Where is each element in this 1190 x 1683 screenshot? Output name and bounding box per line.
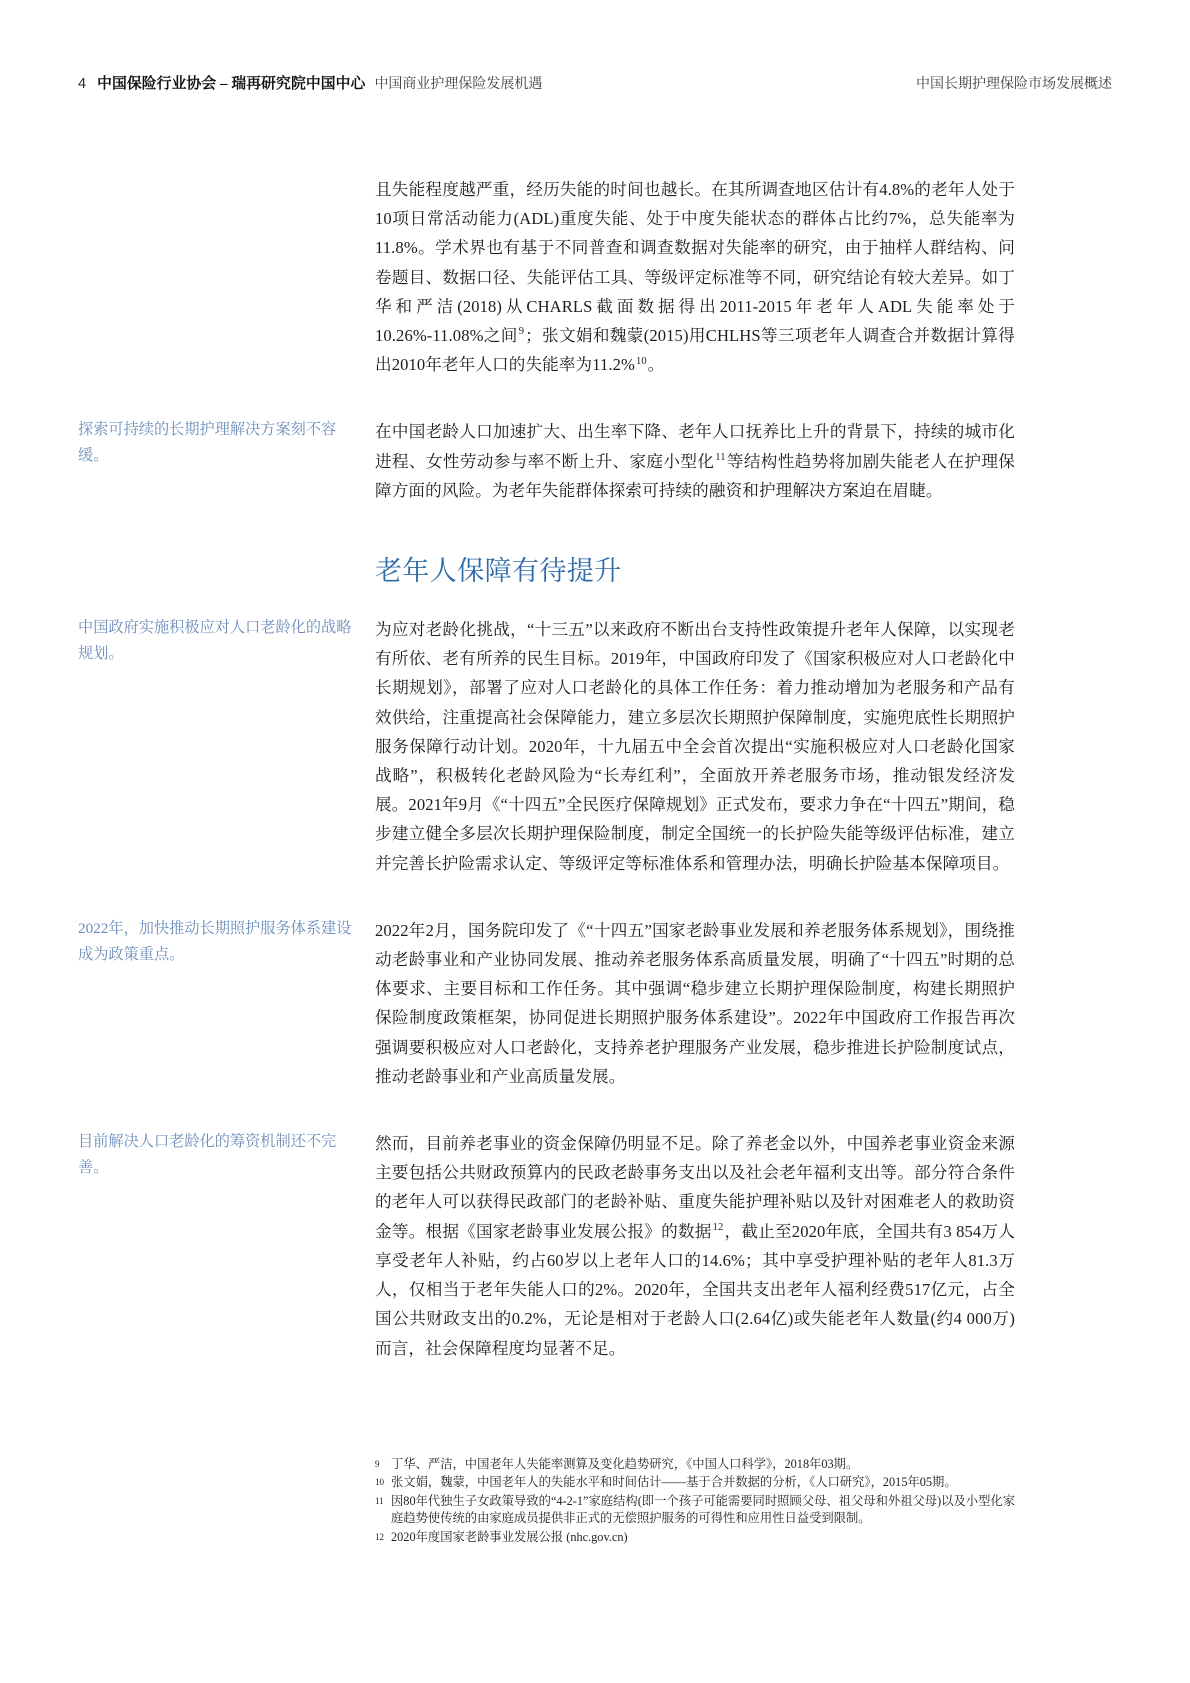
footnote-text: 因80年代独生子女政策导致的“4-2-1”家庭结构(即一个孩子可能需要同时照顾父母、祖父母和外祖父母)以及小型化家庭趋势使传统的由家庭成员提供非正式的无偿照护服务的可得性和应用性日益受到限制。 (391, 1493, 1015, 1526)
footnote-marker: 10 (375, 1477, 384, 1488)
main-column-5 (375, 1129, 1015, 1363)
margin-note-2022-policy-focus: 2022年，加快推动长期照护服务体系建设成为政策重点。 (78, 919, 352, 963)
main-column-2 (375, 417, 1015, 505)
footnote-text: 张文娟，魏蒙，中国老年人的失能水平和时间估计——基于合并数据的分析，《人口研究》，2015年05期。 (391, 1475, 957, 1490)
page-body (78, 175, 1112, 1363)
paragraph-text: 在中国老龄人口加速扩大、出生率下降、老年人口抚养比上升的背景下，持续的城市化进程、女性劳动参与率不断上升、家庭小型化 (375, 422, 1015, 471)
header-organization: 中国保险行业协会 – 瑞再研究院中国中心 (97, 76, 366, 92)
footnote-marker: 12 (375, 1531, 384, 1542)
main-column-4 (375, 916, 1015, 1091)
content-block-heading (78, 553, 1112, 589)
content-block-5 (78, 1129, 1112, 1363)
footnote-item (375, 1474, 1015, 1491)
paragraph-funding-gap (375, 1129, 1015, 1363)
margin-note-government-strategy: 中国政府实施积极应对人口老龄化的战略规划。 (78, 619, 352, 663)
paragraph-text-end: 等结构性趋势将加剧失能老人在护理保障方面的风险。为老年失能群体探索可持续的融资和护理解决方案迫在眉睫。 (375, 451, 1016, 500)
footnote-item (375, 1529, 1015, 1546)
margin-note-funding-incomplete: 目前解决人口老龄化的筹资机制还不完善。 (78, 1133, 337, 1177)
paragraph-text-cont: ；张文娟和魏蒙(2015)用CHLHS等三项老年人调查合并数据计算得出2010年老年人口的失能率为11.2% (375, 326, 1015, 375)
running-header-left (78, 72, 542, 93)
paragraph-2022-plan: 2022年2月，国务院印发了《“十四五”国家老龄事业发展和养老服务体系规划》，围绕推动老龄事业和产业协同发展、推动养老服务体系高质量发展，明确了“十四五”时期的总体要求、主要目标和工作任务。其中强调“稳步建立长期护理保险制度，构建长期照护保险制度政策框架，协同促进长期照护服务体系建设”。2022年中国政府工作报告再次强调要积极应对人口老龄化，支持养老护理服务产业发展，稳步推进长护险制度试点，推动老龄事业和产业高质量发展。 (375, 920, 1015, 1086)
header-section-title: 中国长期护理保险市场发展概述 (916, 77, 1112, 92)
margin-column-5 (78, 1129, 375, 1181)
footnote-marker: 9 (375, 1459, 380, 1469)
paragraph-text: 且失能程度越严重，经历失能的时间也越长。在其所调查地区估计有4.8%的老年人处于10项日常活动能力(ADL)重度失能、处于中度失能状态的群体占比约7%，总失能率为11.8%。学术界也有基于不同普查和调查数据对失能率的研究，由于抽样人群结构、问卷题目、数据口径、失能评估工具、等级评定标准等不同，研究结论有较大差异。如丁华和严洁(2018)从CHARLS截面数据得出2011-2015年老年人ADL失能率处于10.26%-11.08%之间 (375, 180, 1015, 346)
footnote-ref-12[interactable]: 12 (712, 1222, 724, 1234)
content-block-2 (78, 417, 1112, 505)
margin-column-2 (78, 417, 375, 469)
content-block-1 (78, 175, 1112, 379)
footnotes-section (375, 1456, 1015, 1547)
paragraph-text: 然而，目前养老事业的资金保障仍明显不足。除了养老金以外，中国养老事业资金来源主要包括公共财政预算内的民政老龄事务支出以及社会老年福利支出等。部分符合条件的老年人可以获得民政部门的老龄补贴、重度失能护理补贴以及针对困难老人的救助资金等。根据《国家老龄事业发展公报》的数据 (375, 1134, 1015, 1241)
footnote-item (375, 1456, 1015, 1473)
footnote-ref-10[interactable]: 10 (635, 355, 647, 367)
paragraph-text-end: ，截止至2020年底，全国共有3 854万人享受老年人补贴，约占60岁以上老年人口的14.6%；其中享受护理补贴的老年人81.3万人，仅相当于老年失能人口的2%。2020年，全国共支出老年人福利经费517亿元，占全国公共财政支出的0.2%，无论是相对于老龄人口(2.64亿)或失能老年人数量(约4 000万)而言，社会保障程度均显著不足。 (375, 1221, 1015, 1358)
footnote-text: 2020年度国家老龄事业发展公报 (nhc.gov.cn) (391, 1529, 628, 1544)
page-number: 4 (78, 76, 87, 92)
main-column-1 (375, 175, 1015, 379)
paragraph-aging-trends (375, 417, 1015, 505)
paragraph-disability-rates (375, 175, 1015, 379)
footnote-ref-9[interactable]: 9 (518, 326, 525, 338)
margin-column-3 (78, 615, 375, 667)
footnote-text: 丁华、严洁，中国老年人失能率测算及变化趋势研究，《中国人口科学》，2018年03期。 (391, 1457, 859, 1471)
running-header (78, 72, 1112, 96)
paragraph-text-end: 。 (647, 355, 665, 375)
main-column-heading (375, 553, 1015, 589)
content-block-3 (78, 615, 1112, 878)
section-heading: 老年人保障有待提升 (375, 556, 622, 587)
footnote-item (375, 1493, 1015, 1528)
footnote-marker: 11 (375, 1495, 384, 1506)
main-column-3 (375, 615, 1015, 878)
margin-note-sustainable-care: 探索可持续的长期护理解决方案刻不容缓。 (78, 421, 337, 465)
header-subtitle: 中国商业护理保险发展机遇 (374, 77, 543, 92)
margin-column-4 (78, 916, 375, 968)
content-block-4 (78, 916, 1112, 1091)
paragraph-policy-history: 为应对老龄化挑战，“十三五”以来政府不断出台支持性政策提升老年人保障，以实现老有所依、老有所养的民生目标。2019年，中国政府印发了《国家积极应对人口老龄化中长期规划》，部署了应对人口老龄化的具体工作任务：着力推动增加为老服务和产品有效供给，注重提高社会保障能力，建立多层次长期照护保障制度，实施兜底性长期照护服务保障行动计划。2020年，十九届五中全会首次提出“实施积极应对人口老龄化国家战略”，积极转化老龄风险为“长寿红利”，全面放开养老服务市场，推动银发经济发展。2021年9月《“十四五”全民医疗保障规划》正式发布，要求力争在“十四五”期间，稳步建立健全多层次长期护理保险制度，制定全国统一的长护险失能等级评估标准，建立并完善长护险需求认定、等级评定等标准体系和管理办法，明确长护险基本保障项目。 (375, 620, 1015, 873)
footnote-ref-11[interactable]: 11 (715, 452, 726, 464)
